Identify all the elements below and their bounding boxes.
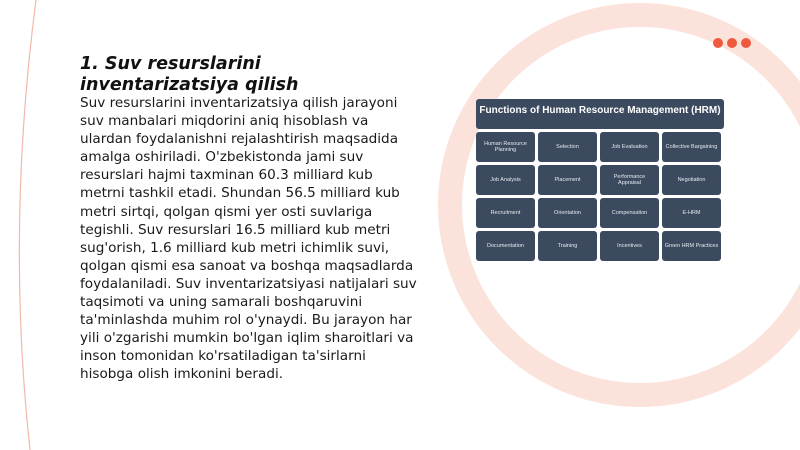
hrm-function-cell: Training <box>538 231 597 261</box>
hrm-function-cell: Green HRM Practices <box>662 231 721 261</box>
slide-title: 1. Suv resurslarini inventarizatsiya qilish <box>80 54 299 95</box>
hrm-function-cell: Recruitment <box>476 198 535 228</box>
hrm-header <box>476 99 724 129</box>
dot-icon <box>741 38 751 48</box>
slide-body-text: Suv resurslarini inventarizatsiya qilish jarayoni suv manbalari miqdorini aniq hisoblash va ulardan foydalanishni rejalashtirish maqsadida amalga oshiriladi. O'zbekistonda jami suv resurslari hajmi taxminan 60.3 milliard kub metrni tashkil etadi. Shundan 56.5 milliard kub metri sirtqi, qolgan qismi yer osti suvlariga tegishli. Suv resurslari 16.5 milliard kub metri sug'orish, 1.6 milliard kub metri ichimlik suvi, qolgan qismi esa sanoat va boshqa maqsadlarda foydalaniladi. Suv inventarizatsiyasi natijalari suv taqsimoti va uning samarali boshqaruvini ta'minlashda muhim rol o'ynaydi. Bu jarayon har yili o'zgarishi mumkin bo'lgan iqlim sharoitlari va inson tomonidan ko'rsatiladigan ta'sirlarni hisobga olish imkonini beradi. <box>80 95 417 383</box>
hrm-grid <box>476 132 724 261</box>
hrm-function-cell: Collective Bargaining <box>662 132 721 162</box>
hrm-function-cell: Job Evaluation <box>600 132 659 162</box>
hrm-function-cell: Orientation <box>538 198 597 228</box>
hrm-function-cell: Selection <box>538 132 597 162</box>
hrm-function-cell: Performance Appraisal <box>600 165 659 195</box>
hrm-title: Functions of Human Resource Management (HRM) <box>479 105 721 116</box>
dot-icon <box>713 38 723 48</box>
hrm-function-cell: Documentation <box>476 231 535 261</box>
hrm-function-cell: Placement <box>538 165 597 195</box>
hrm-functions-image <box>476 99 724 263</box>
hrm-function-cell: Job Analysis <box>476 165 535 195</box>
hrm-function-cell: Incentives <box>600 231 659 261</box>
hrm-function-cell: Human Resource Planning <box>476 132 535 162</box>
hrm-function-cell: E-HRM <box>662 198 721 228</box>
decorative-dots <box>713 38 751 48</box>
dot-icon <box>727 38 737 48</box>
hrm-function-cell: Compensation <box>600 198 659 228</box>
hrm-function-cell: Negotiation <box>662 165 721 195</box>
